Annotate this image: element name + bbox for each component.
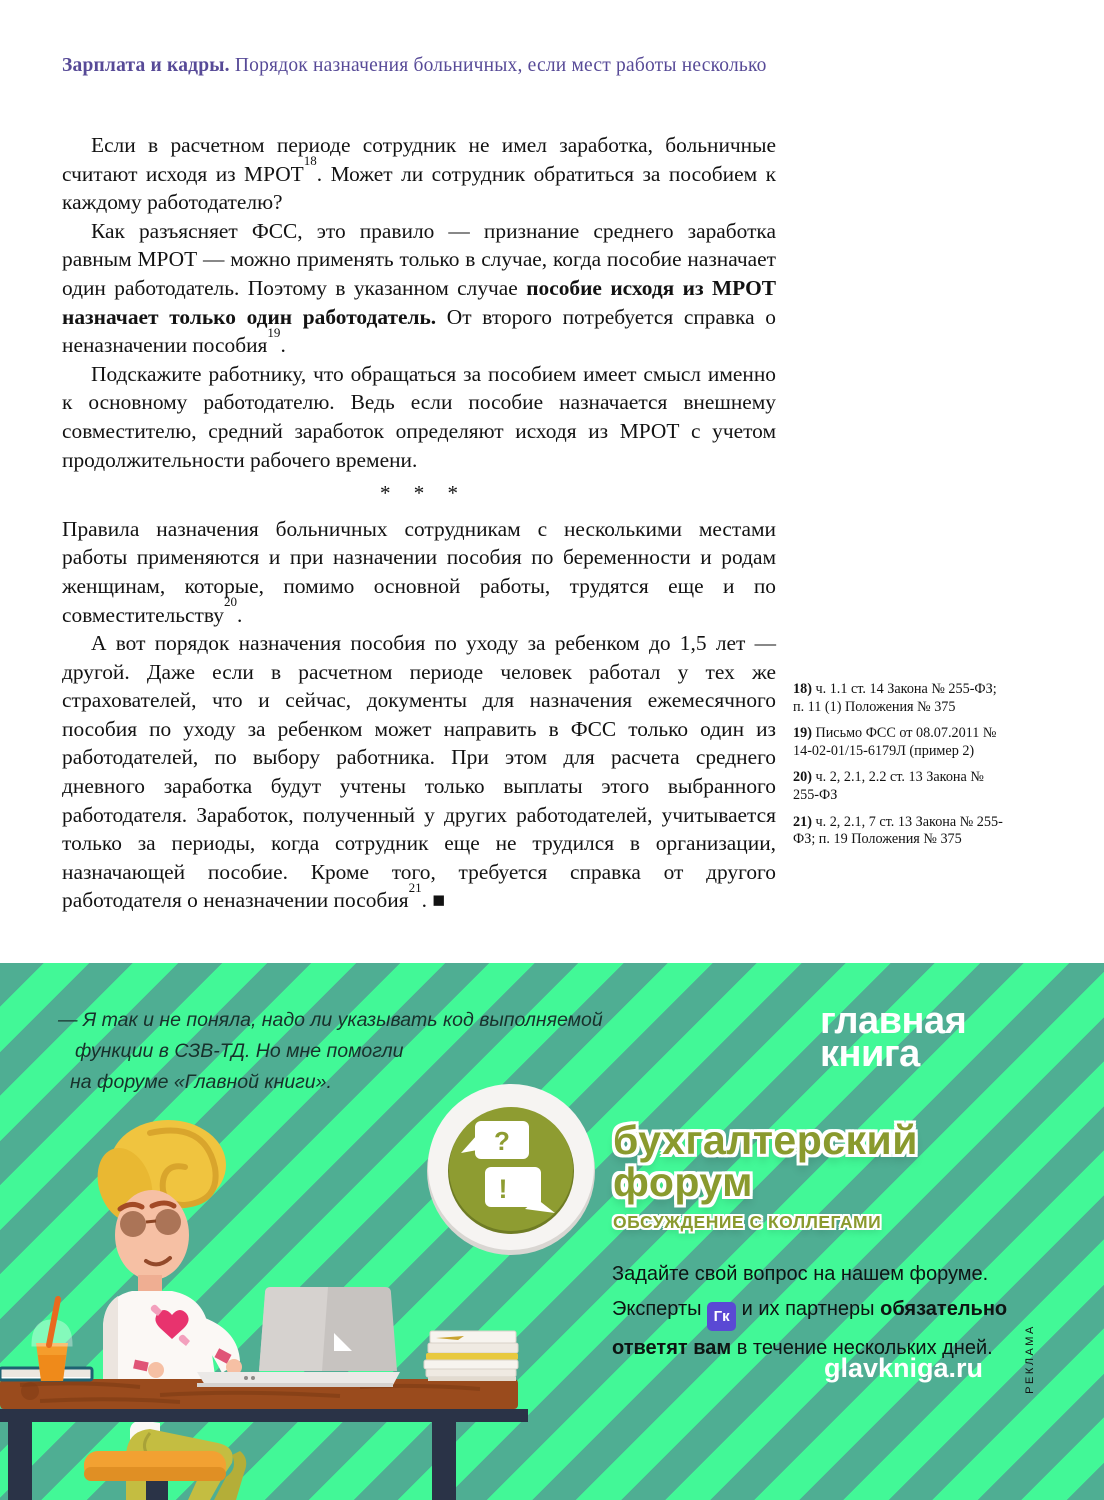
footnote-text: ч. 2, 2.1, 2.2 ст. 13 Закона № 255-ФЗ [793, 769, 984, 803]
article-paragraph: Подскажите работнику, что обращаться за пособием имеет смысл именно к основному работодателю. Ведь если пособие назначается внешнему совместителю, средний заработок определяют исходя из МРОТ с учетом продолжительности рабочего времени. [62, 361, 776, 472]
book-stack [424, 1331, 518, 1381]
forum-title [613, 1119, 918, 1203]
footnote-number: 21) [793, 813, 812, 830]
forum-title-line: бухгалтерский [613, 1117, 918, 1163]
footnote-20 [793, 769, 1011, 804]
running-head-title: Порядок назначения больничных, если мест работы несколько [229, 55, 767, 76]
article-paragraph: Как разъясняет ФСС, это правило — признание среднего заработка равным МРОТ — можно применять только в случае, когда пособие назначает один работодатель. Поэтому в указанном случае пособие исходя из МРОТ назначает только один работодатель. От второго потребуется справка о неназначении пособия$^{19}$. [62, 218, 776, 358]
gk-logo-icon: Гк [707, 1302, 736, 1331]
ad-quote-line: функции в СЗВ-ТД. Но мне помогли [75, 1040, 404, 1062]
article-paragraph: Правила назначения больничных сотрудникам с несколькими местами работы применяются и при назначении пособия по беременности и родам женщинам, которые, помимо основной работы, трудятся еще и по совместительству$^{20}$. [62, 516, 776, 627]
logo-line: главная [820, 1000, 967, 1042]
cta-line: Эксперты Гк и их партнеры обязательно [612, 1292, 1007, 1331]
footnote-text: Письмо ФСС от 08.07.2011 № 14-02-01/15-6179Л (пример 2) [793, 725, 997, 759]
footnote-number: 18) [793, 681, 812, 697]
drink-and-books [0, 1299, 92, 1381]
section-divider: * * * [380, 481, 467, 506]
desk [0, 1379, 528, 1500]
forum-heading [613, 1119, 918, 1233]
site-url: glavkniga.ru [824, 1353, 984, 1383]
ad-banner [0, 963, 1104, 1500]
article-body [62, 131, 776, 915]
illustration-person-at-desk [0, 1093, 560, 1500]
character-face [115, 1190, 189, 1295]
forum-title-line: форум [613, 1159, 753, 1205]
footnote-number: 20) [793, 769, 812, 786]
forum-subtitle: ОБСУЖДЕНИЕ С КОЛЛЕГАМИ [613, 1212, 882, 1232]
footnote-text: ч. 2, 2.1, 7 ст. 13 Закона № 255-ФЗ; п. 19 Положения № 375 [793, 813, 1003, 848]
logo-line: книга [820, 1033, 920, 1075]
cta-line: ответят вам в течение нескольких дней. [612, 1337, 993, 1359]
article-paragraph: А вот порядок назначения пособия по уходу за ребенком до 1,5 лет — другой. Даже если в расчетном периоде человек работал у тех же страхователей, что и сейчас, документы для назначения ежемесячного пособия по уходу за ребенком может направить в ФСС только один из работодателей, по выбору работника. При этом для расчета среднего дневного заработка будут учтены только выплаты этого выбранного работодателя. Заработок, полученный у других работодателей, учитывается только за периоды, когда сотрудник еще не трудился в организации, назначающей пособие. Кроме того, требуется справка от другого работодателя о неназначении пособия$^{21}$. ■ [62, 631, 776, 913]
footnote-21 [793, 814, 1011, 849]
running-head [62, 55, 1052, 77]
footnote-number: 19) [793, 725, 812, 742]
ad-cta-text [612, 1257, 1007, 1366]
footnotes-column [793, 681, 1011, 858]
footnote-18 [793, 681, 1011, 716]
footnote-text: ч. 1.1 ст. 14 Закона № 255-ФЗ; п. 11 (1) Положения № 375 [793, 681, 997, 715]
svg-text:?: ? [494, 1126, 510, 1156]
advert-label: РЕКЛАМА [1024, 1324, 1036, 1394]
footnote-19 [793, 725, 1011, 760]
glavnaya-kniga-logo [820, 1000, 967, 1075]
article-paragraph: Если в расчетном периоде сотрудник не имел заработка, больничные считают исходя из МРОТ$^{18}$. Может ли сотрудник обратиться за пособием к каждому работодателю? [62, 133, 776, 215]
svg-text:!: ! [498, 1174, 508, 1204]
ad-quote-line: — Я так и не поняла, надо ли указывать код выполняемой [58, 1009, 603, 1031]
ad-quote-line: на форуме «Главной книги». [70, 1071, 332, 1093]
running-head-section: Зарплата и кадры. [62, 55, 230, 76]
cta-line: Задайте свой вопрос на нашем форуме. [612, 1263, 989, 1285]
